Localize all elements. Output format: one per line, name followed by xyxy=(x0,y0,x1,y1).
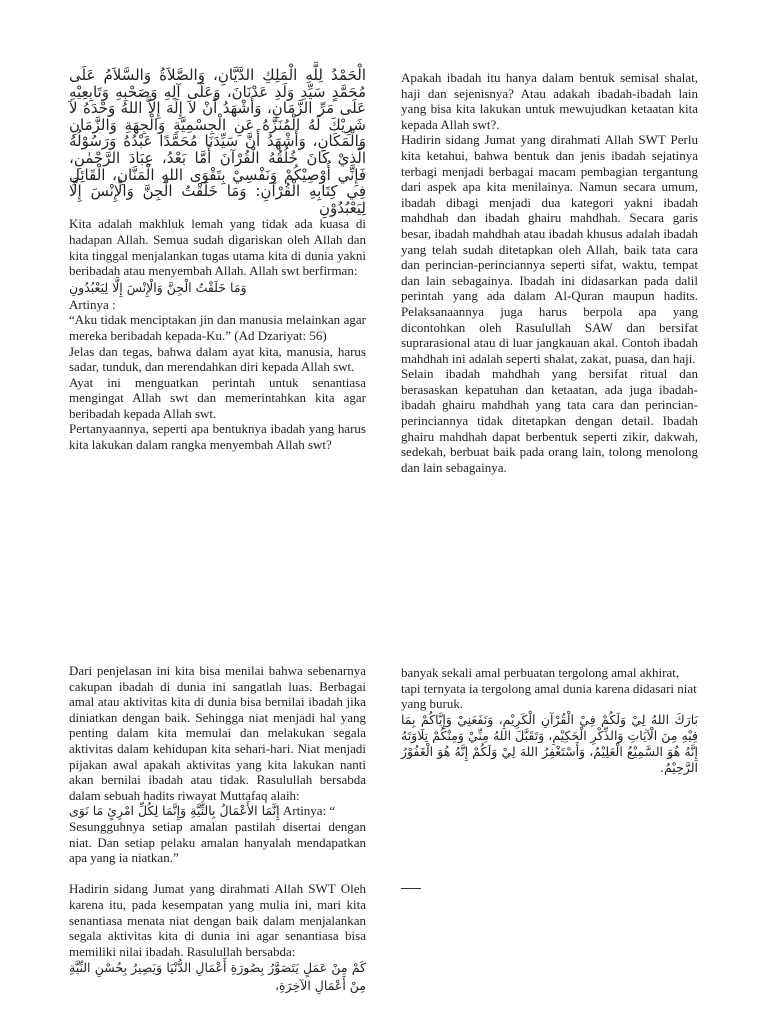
left-column-top xyxy=(69,67,366,453)
paragraph: Dari penjelasan ini kita bisa menilai bahwa sebenarnya cakupan ibadah di dunia ini sangatlah luas. Berbagai amal atau aktivitas kita di dunia bisa bernilai ibadah jika diniatkan dengan baik. Sehingga niat menjadi hal yang penting dalam kita memulai dan melakukan segala aktivitas dalam kehidupan kita sehari-hari. Niat menjadi pijakan awal apakah aktivitas yang kita lakukan nanti akan bernilai ibadah atau tidak. Rasulullah bersabda dalam sebuah hadits riwayat Muttafaq alaih: xyxy=(69,663,366,803)
closing-arabic: كَمْ مِنْ عَمَلٍ يَتَصَوَّرُ بِصُورَةِ أَعْمَالِ الدُّنْيَا وَيَصِيرُ بِحُسْنِ النِّيَّةِ مِنْ أَعْمَالِ الآخِرَةِ، xyxy=(69,960,366,994)
paragraph: Kita adalah makhluk lemah yang tidak ada kuasa di hadapan Allah. Semua sudah digariskan oleh Allah dan kita tinggal menjalankan tugas utama kita di dunia yakni beribadah atau menyembah Allah. Allah swt berfirman: xyxy=(69,216,366,279)
verse-arabic: وَمَا خَلَقْتُ الْجِنَّ وَالْإِنْسَ إِلَّا لِيَعْبُدُونِ xyxy=(69,279,247,295)
hadith-line xyxy=(69,803,366,819)
closing-prayer-arabic: بَارَكَ اللهُ لِيْ وَلَكُمْ فِيْ الْقُرْآنِ الْكَرِيْمِ، وَنَفَعَنِيْ وَإِيَّاكُمْ بِمَا فِيْهِ مِنَ الْآيَاتِ وَالذِّكْرِ الْحَكِيْمِ، وَتَقَبَّلَ اللهُ مِنِّيْ وَمِنْكُمْ تِلَاوَتَهُ إِنَّهُ هُوَ السَّمِيْعُ الْعَلِيْمُ، وَأَسْتَغْفِرُ اللهَ لِيْ وَلَكُمْ إِنَّهُ هُوَ الْغَفُوْرُ الرَّحِيْمُ. xyxy=(401,711,698,775)
artinya-label: Artinya : xyxy=(69,296,116,312)
paragraph: banyak sekali amal perbuatan tergolong amal akhirat, tapi ternyata ia tergolong amal dunia karena didasari niat yang buruk. xyxy=(401,665,697,712)
paragraph-gap xyxy=(69,866,366,882)
paragraph: Hadirin sidang Jumat yang dirahmati Allah SWT Oleh karena itu, pada kesempatan yang mulia ini, mari kita senantiasa menata niat dengan baik dalam menjalankan segala aktivitas kita di dunia ini agar senantiasa bisa memiliki nilai ibadah. Rasulullah bersabda: xyxy=(69,881,366,959)
left-column-bottom xyxy=(69,663,366,995)
hadith-artinya-label: Artinya: “ xyxy=(282,803,336,819)
hadith-arabic: إِنَّمَا الأَعْمَالُ بِالنِّيَّةِ وَإِنَّمَا لِكُلِّ امْرِئٍ مَا نَوَى xyxy=(69,803,280,819)
hadith-translation: Sesungguhnya setiap amalan pastilah disertai dengan niat. Dan setiap pelaku amalan hanyalah mendapatkan apa yang ia niatkan.” xyxy=(69,818,366,866)
right-column-bottom xyxy=(401,665,698,889)
paragraph: Selain ibadah mahdhah yang bersifat ritual dan berasaskan kepatuhan dan ketaatan, ada juga ibadah-ibadah ghairu mahdhah yang tata cara dan perincian-perinciannya tidak ditetapkan dengan detail. Ibadah ghairu mahdhah dapat berbentuk seperti zikir, dakwah, sedekah, berbuat baik pada orang lain, tolong menolong dan lain sebagainya. xyxy=(401,366,698,475)
verse-translation: “Aku tidak menciptakan jin dan manusia melainkan agar mereka beribadah kepada-Ku.” (Ad Dzariyat: 56) xyxy=(69,312,366,343)
opening-arabic: الْحَمْدُ لِلَّهِ الْمَلِكِ الدَّيَّانِ، وَالصَّلاَةُ وَالسَّلاَمُ عَلَى مُحَمَّدٍ سَيِّدِ وَلَدِ عَدْنَانَ، وَعَلَى آلِهِ وَصَحْبِهِ وَتَابِعِيْهِ عَلَى مَرِّ الزَّمَانِ، وَأَشْهَدُ أَنْ لاَ إِلَهَ إِلاَّ اللهُ وَحْدَهُ لاَ شَرِيْكَ لَهُ الْمُنَزَّهُ عَنِ الْجِسْمِيَّةِ وَالْجِهَةِ وَالزَّمَانِ وَالْمَكَانِ، وَأَشْهَدُ أَنَّ سَيِّدَنَا مُحَمَّدًا عَبْدُهُ وَرَسُوْلُهُ الَّذِيْ كَانَ خُلُقُهُ الْقُرْآنَ أَمَّا بَعْدُ، عِبَادَ الرَّحْمٰنِ، فَإِنِّي أُوْصِيْكُمْ وَنَفْسِيْ بِتَقْوَى اللهِ الْمَنَّانِ، الْقَائِلِ فِي كِتَابِهِ الْقُرْآنِ: وَمَا خَلَقْتُ الْجِنَّ وَالْإِنْسَ إِلَّا لِيَعْبُدُوْنِ xyxy=(69,66,366,217)
short-rule xyxy=(401,888,421,889)
paragraph: Hadirin sidang Jumat yang dirahmati Allah SWT Perlu kita ketahui, bahwa bentuk dan jenis ibadah sejatinya terbagi menjadi berbagai macam pembagian tergantung dari aspek apa kita menilainya. Namun secara umum, ibadah dibagi menjadi dua kategori yakni ibadah mahdhah dan ibadah ghairu mahdhah. Secara garis besar, ibadah mahdhah atau ibadah khusus adalah ibadah yang telah sudah ditetapkan oleh Allah, baik tata cara dan perincian-perinciannya seperti sifat, waktu, tempat dan lain sebagainya. Ibadah ini didasarkan pada dalil perintah yang ada dalam Al-Quran maupun hadits. Pelaksanaannya juga harus berpola apa yang dicontohkan oleh Rasulullah SAW dan bersifat suprarasional atau di luar jangkauan akal. Contoh ibadah mahdhah ini adalah seperti shalat, zakat, puasa, dan haji. xyxy=(401,132,698,366)
paragraph: Apakah ibadah itu hanya dalam bentuk semisal shalat, haji dan sejenisnya? Atau adakah ibadah-ibadah lain yang bisa kita lakukan untuk mewujudkan ketaatan kita kepada Allah swt?. xyxy=(401,70,698,132)
paragraph: Pertanyaannya, seperti apa bentuknya ibadah yang harus kita lakukan dalam rangka menyembah Allah swt? xyxy=(69,421,366,453)
right-column-top xyxy=(401,70,698,475)
paragraph: Ayat ini menguatkan perintah untuk senantiasa mengingat Allah swt dan memerintahkan kita agar beribadah kepada Allah swt. xyxy=(69,374,366,421)
paragraph: Jelas dan tegas, bahwa dalam ayat kita, manusia, harus sadar, tunduk, dan merendahkan diri kepada Allah swt. xyxy=(69,343,366,375)
